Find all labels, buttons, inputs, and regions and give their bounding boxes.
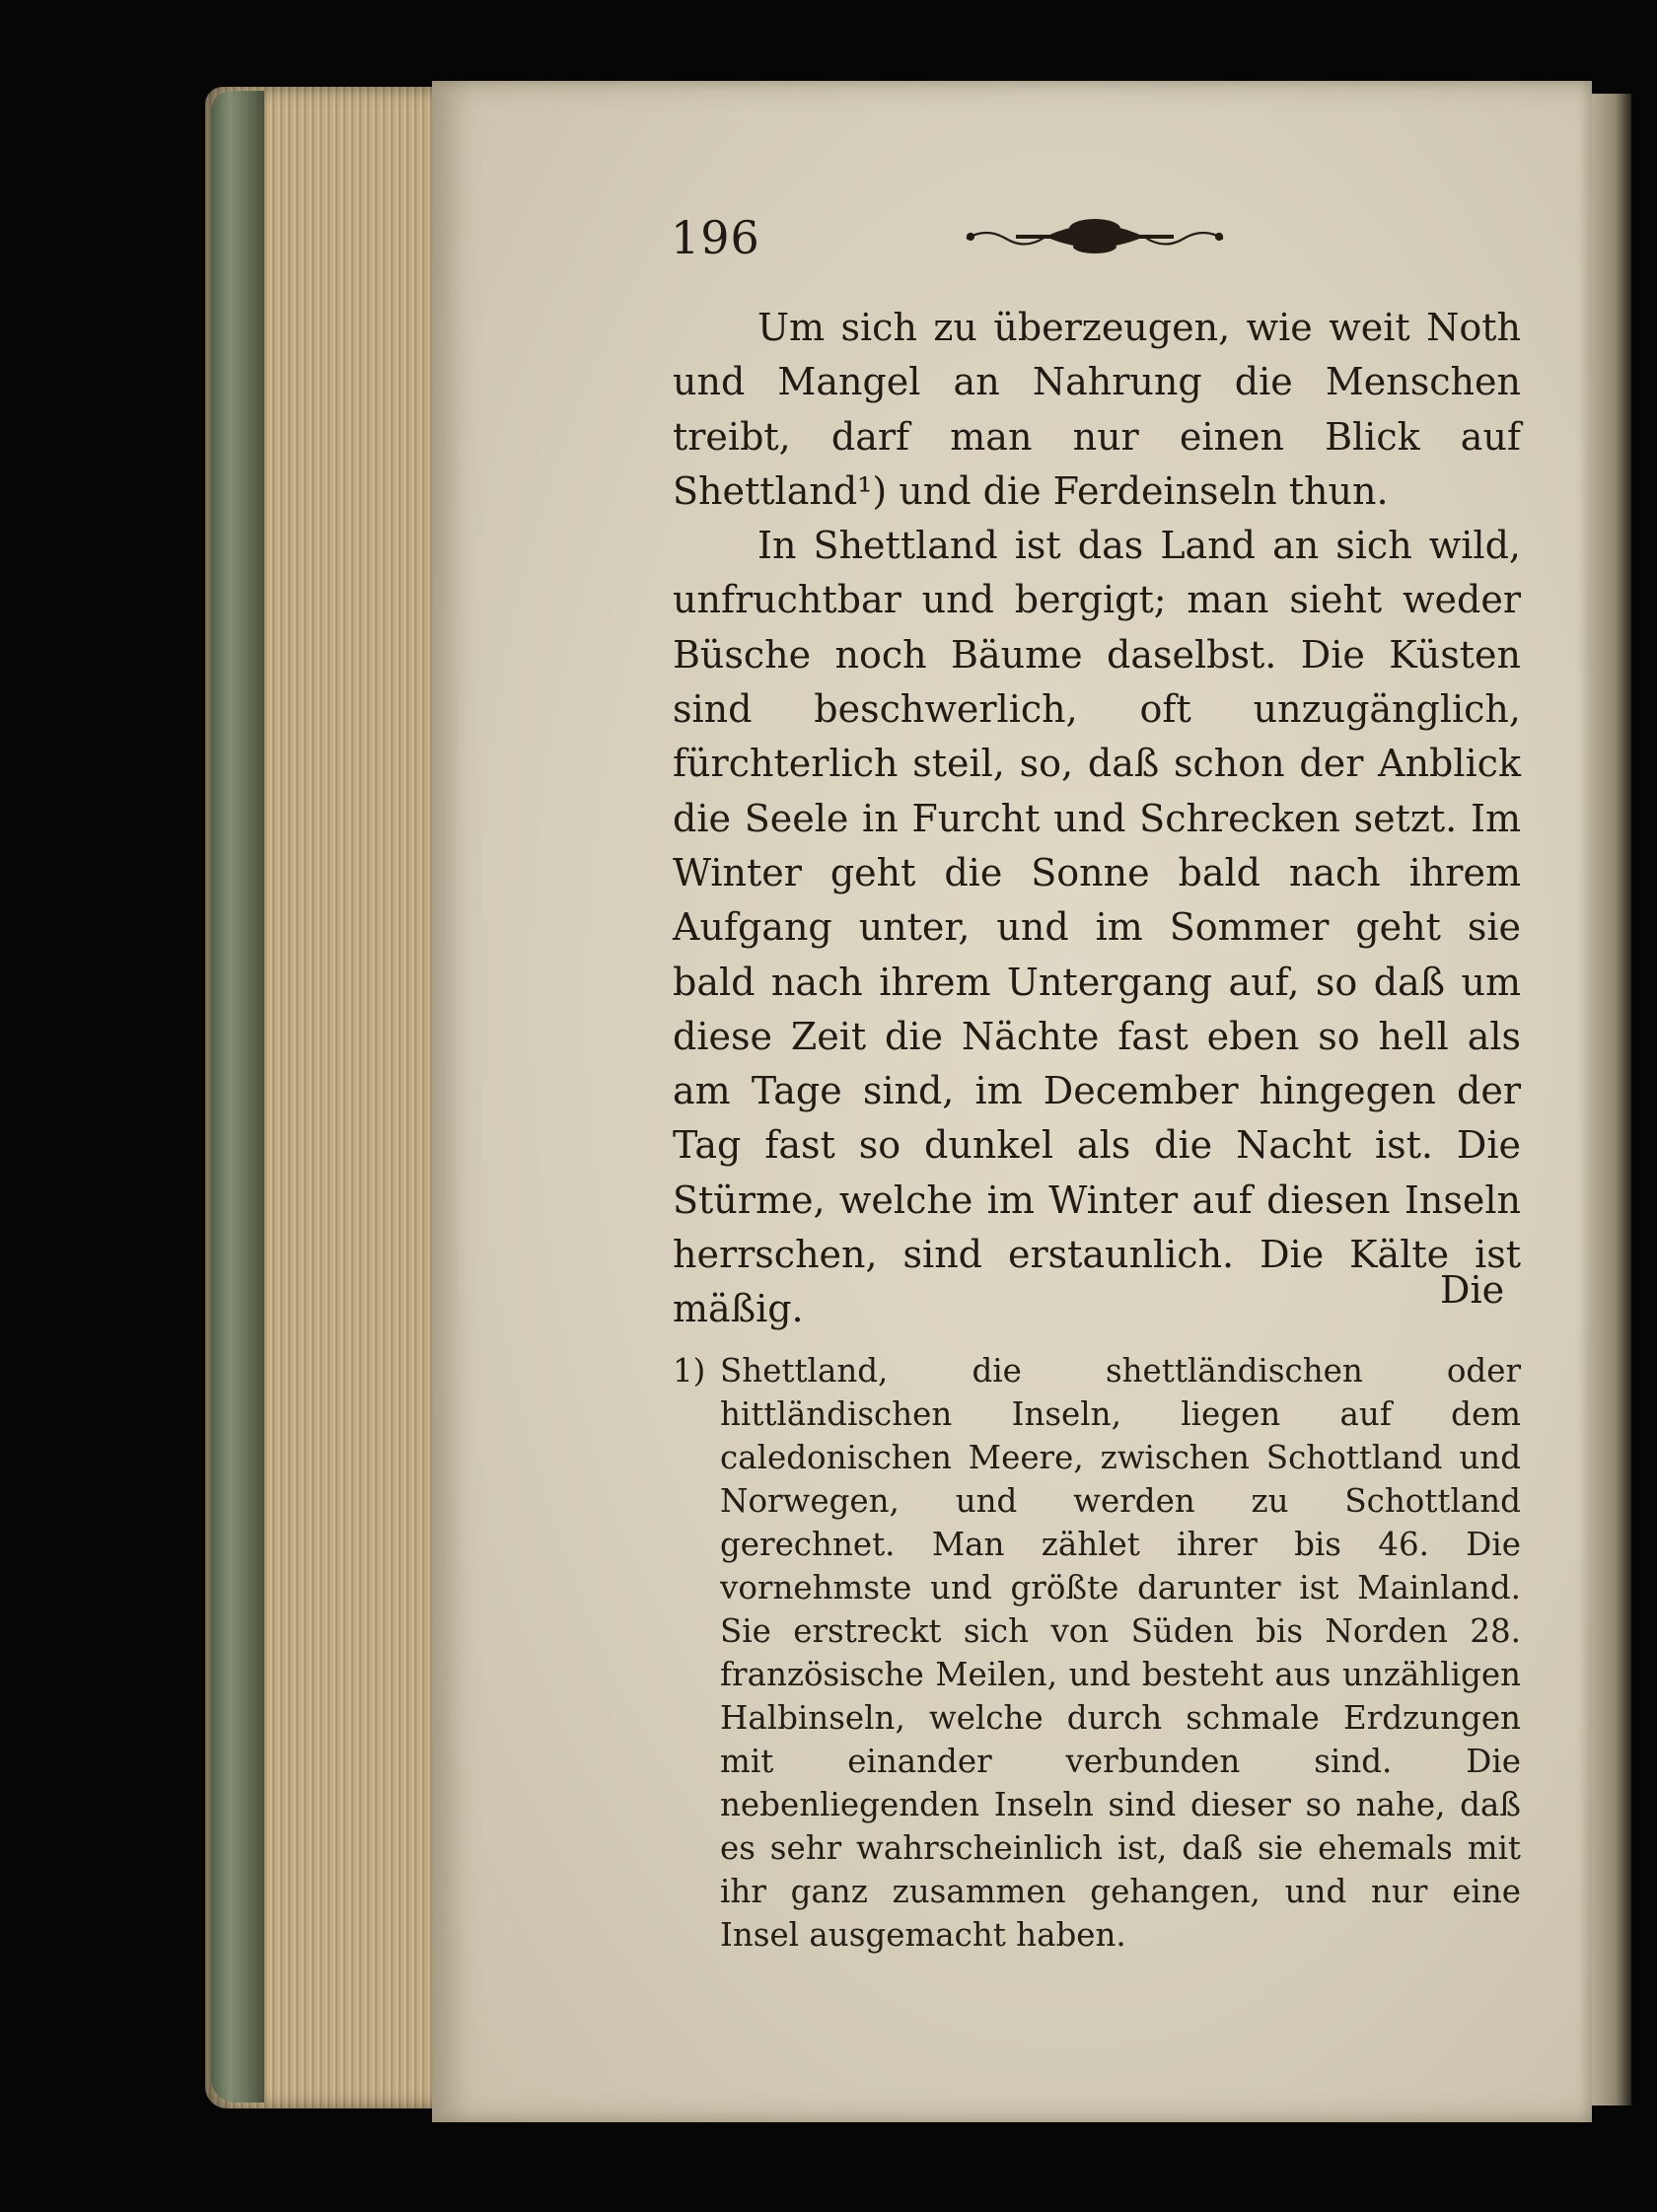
footnote — [673, 1349, 1521, 1957]
paragraph-2: In Shettland ist das Land an sich wild, unfruchtbar und bergigt; man sieht weder Büsche noch Bäume daselbst. Die Küsten sind beschwerlich, oft unzugänglich, fürchterlich steil, so, daß schon der Anblick die Seele in Furcht und Schrecken setzt. Im Winter geht die Sonne bald nach ihrem Aufgang unter, und im Sommer geht sie bald nach ihrem Untergang auf, so daß um diese Zeit die Nächte fast eben so hell als am Tage sind, im December hingegen der Tag fast so dunkel als die Nacht ist. Die Stürme, welche im Winter auf diesen Inseln herrschen, sind erstaunlich. Die Kälte ist mäßig. — [673, 524, 1521, 1331]
footnote-marker: 1) — [673, 1352, 706, 1390]
page-number: 196 — [671, 211, 760, 264]
book-cover-edge — [211, 91, 264, 2103]
facing-page-edge — [1592, 94, 1631, 2105]
page-header — [671, 207, 1539, 276]
paragraph-1: Um sich zu überzeugen, wie weit Noth und Mangel an Nahrung die Menschen treibt, darf man nur einen Blick auf Shettland¹) und die Ferdeinseln thun. — [673, 306, 1521, 513]
footnote-text: Shettland, die shettländischen oder hittländischen Inseln, liegen auf dem caledonischen Meere, zwischen Schottland und Norwegen, und werden zu Schottland gerechnet. Man zählet ihrer bis 46. Die vornehmste und größte darunter ist Mainland. Sie erstreckt sich von Süden bis Norden 28. französische Meilen, und besteht aus unzähligen Halbinseln, welche durch schmale Erdzungen mit einander verbunden sind. Die nebenliegenden Inseln sind dieser so nahe, daß es sehr wahrscheinlich ist, daß sie ehemals mit ihr ganz zusammen gehangen, und nur eine Insel ausgemacht haben. — [720, 1352, 1521, 1954]
ornament-icon — [957, 207, 1233, 266]
main-text — [673, 301, 1521, 1337]
catchword: Die — [1440, 1268, 1505, 1312]
